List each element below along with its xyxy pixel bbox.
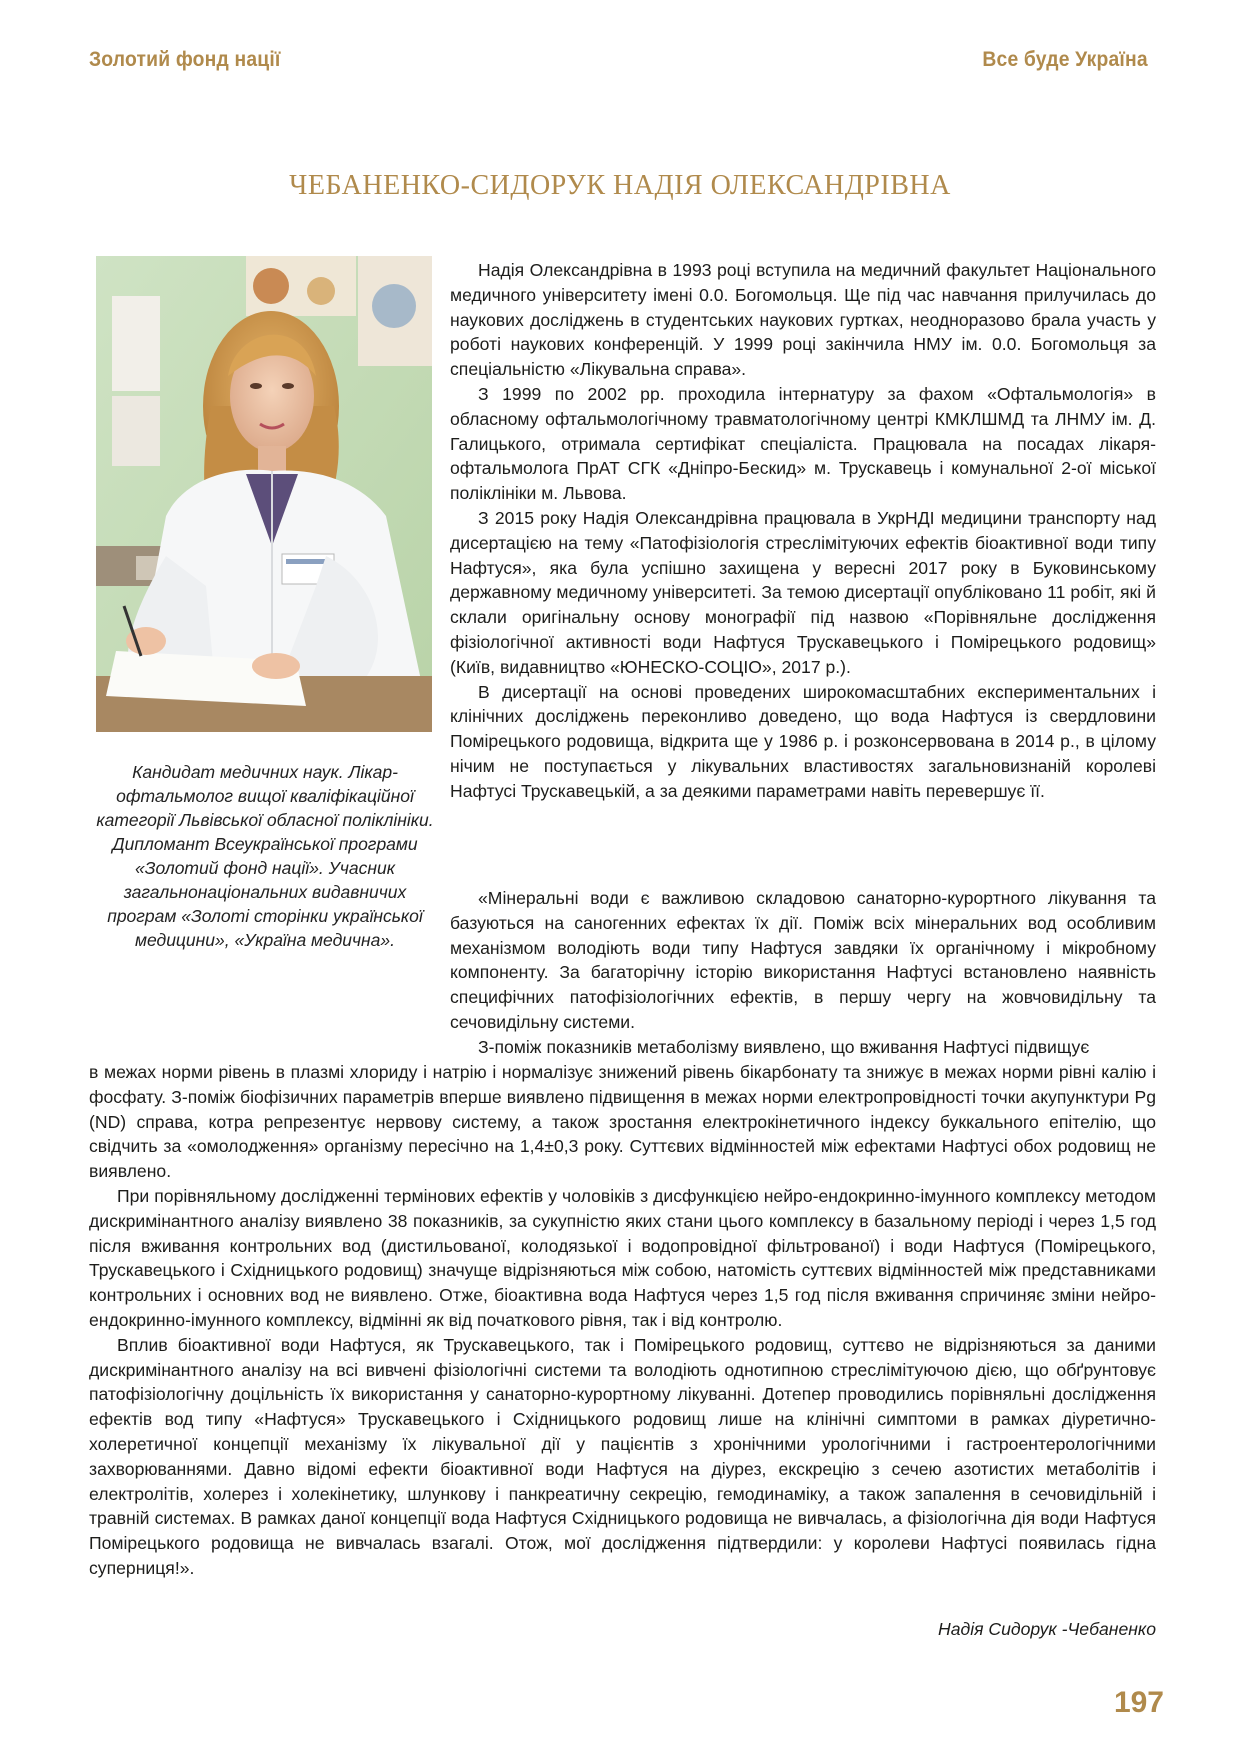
quote-paragraph: При порівняльному дослідженні термінових ефектів у чоловіків з дисфункцією нейро-ендокринно-імунного комплексу методом дискримінантного аналізу виявлено 38 показників, за сукупністю яких стани цього комплексу в базальному періоді і через 1,5 год після вживання контрольних вод (дистильованої, колодязької і водопровідної фільтрованої) і води Нафтуся (Помірецького, Трускавецького і Східницького родовищ) значуще відрізняються між собою, натомість суттєвих відмінностей між представниками контрольних і основних вод не виявлено. Отже, біоактивна вода Нафтуся через 1,5 год після вживання спричиняє зміни нейро-ендокринно-імунного комплексу, відмінні як від початкового рівня, так і від контролю. <box>89 1185 1156 1330</box>
article-title: ЧЕБАНЕНКО-СИДОРУК НАДІЯ ОЛЕКСАНДРІВНА <box>289 170 951 201</box>
author-signature: Надія Сидорук -Чебаненко <box>937 1619 1156 1639</box>
quote-paragraph: З-поміж показників метаболізму виявлено, що вживання Нафтусі підвищує <box>478 1036 1090 1057</box>
running-header-left: Золотий фонд нації <box>89 48 281 71</box>
biography-paragraph: З 1999 по 2002 рр. проходила інтернатуру за фахом «Офтальмологія» в обласному офтальмологічному травматологічному центрі КМКЛШМД та ЛНМУ ім. Д. Галицького, отримала сертифікат спеціаліста. Працювала на посадах лікаря-офтальмолога ПрАТ СГК «Дніпро-Бескид» м. Трускавець і комунальної 2-ої міської поліклініки м. Львова. <box>450 383 1156 504</box>
biography-paragraph: Надія Олександрівна в 1993 році вступила на медичний факультет Національного медичного університету імені 0.0. Богомольця. Ще під час навчання прилучилась до наукових досліджень в студентських наукових гуртках, неодноразово брала участь у роботі наукових конференцій. У 1999 році закінчила НМУ ім. 0.0. Богомольця за спеціальністю «Лікувальна справа». <box>450 260 1156 380</box>
portrait-photo <box>96 256 432 732</box>
biography-paragraph: В дисертації на основі проведених широкомасштабних експериментальних і клінічних досліджень переконливо доведено, що вода Нафтуся із свердловини Помірецького родовища, відкрита ще у 1986 р. і розконсервована в 2014 р., в цілому нічим не поступається у лікувальних властивостях загальновизнаній королеві Нафтусі Трускавецькій, а за деякими параметрами навіть перевершує її. <box>450 681 1156 801</box>
running-header-right: Все буде Україна <box>982 48 1148 71</box>
photo-caption: Кандидат медичних наук. Лікар-офтальмолог вищої кваліфікаційної категорії Львівської обласної поліклініки. Дипломант Всеукраїнської програми «Золотий фонд нації». Учасник загальнонаціональних видавничих програм «Золоті сторінки української медицини», «Україна медична». <box>96 762 434 950</box>
quote-column <box>450 886 1156 1060</box>
biography-column <box>450 258 1156 804</box>
quote-paragraph: в межах норми рівень в плазмі хлориду і натрію і нормалізує знижений рівень бікарбонату та знижує в межах норми рівні калію і фосфату. З-поміж біофізичних параметрів вперше виявлено підвищення в межах норми електропровідності точки акупунктури Pg (ND) справа, котра репрезентує нервову систему, а також зростання електрокінетичного індексу буккального епітелію, що свідчить за «омолодження» організму пересічно на 1,4±0,3 року. Суттєвих відмінностей між ефектами Нафтусі обох родовищ не виявлено. <box>89 1062 1156 1182</box>
quote-full-width <box>89 1060 1156 1581</box>
biography-paragraph: З 2015 року Надія Олександрівна працювала в УкрНДІ медицини транспорту над дисертацією на тему «Патофізіологія стреслімітуючих ефектів біоактивної води типу Нафтуся», яка була успішно захищена у вересні 2017 року в Буковинському державному медичному університеті. За темою дисертації опубліковано 11 робіт, які й склали оригінальну основу монографії під назвою «Порівняльне дослідження фізіологічної активності води Нафтуся Трускавецького і Помірецького родовищ» (Київ, видавництво «ЮНЕСКО-СОЦІО», 2017 р.). <box>450 507 1156 677</box>
quote-paragraph: Вплив біоактивної води Нафтуся, як Трускавецького, так і Помірецького родовищ, суттєво не відрізняються за даними дискримінантного аналізу на всі вивчені фізіологічні системи та володіють однотипною стреслімітуючою дією, що обґрунтовує патофізіологічну доцільність їх використання у санаторно-курортному лікуванні. Дотепер проводились порівняльні дослідження ефектів вод типу «Нафтуся» Трускавецького і Східницького родовищ лише на клінічні симптоми в рамках діуретично-холеретичної концепції механізму їх лікувальної дії у пацієнтів з хронічними урологічними і гастроентерологічними захворюваннями. Давно відомі ефекти біоактивної води Нафтуся на діурез, екскрецію з сечею азотистих метаболітів і електролітів, холерез і холекінетику, шлункову і панкреатичну секрецію, гемодинаміку, а також запалення в сечовидільній і травній системах. В рамках даної концепції вода Нафтуся Східницького родовища не вивчалась, а фізіологічна дія води Нафтуся Помірецького родовища не вивчалась взагалі. Отож, мої дослідження підтвердили: у королеви Нафтусі появилась гідна суперниця!». <box>89 1334 1156 1578</box>
page-number: 197 <box>1113 1686 1164 1719</box>
quote-paragraph: «Мінеральні води є важливою складовою санаторно-курортного лікування та базуються на саногенних ефектах їх дії. Поміж всіх мінеральних вод особливим механізмом володіють води типу Нафтуся завдяки їх органічному і мікробному компоненту. За багаторічну історію використання Нафтусі встановлено наявність специфічних патофізіологічних ефектів, в першу чергу на жовчовидільну та сечовидільну системи. <box>450 888 1156 1032</box>
